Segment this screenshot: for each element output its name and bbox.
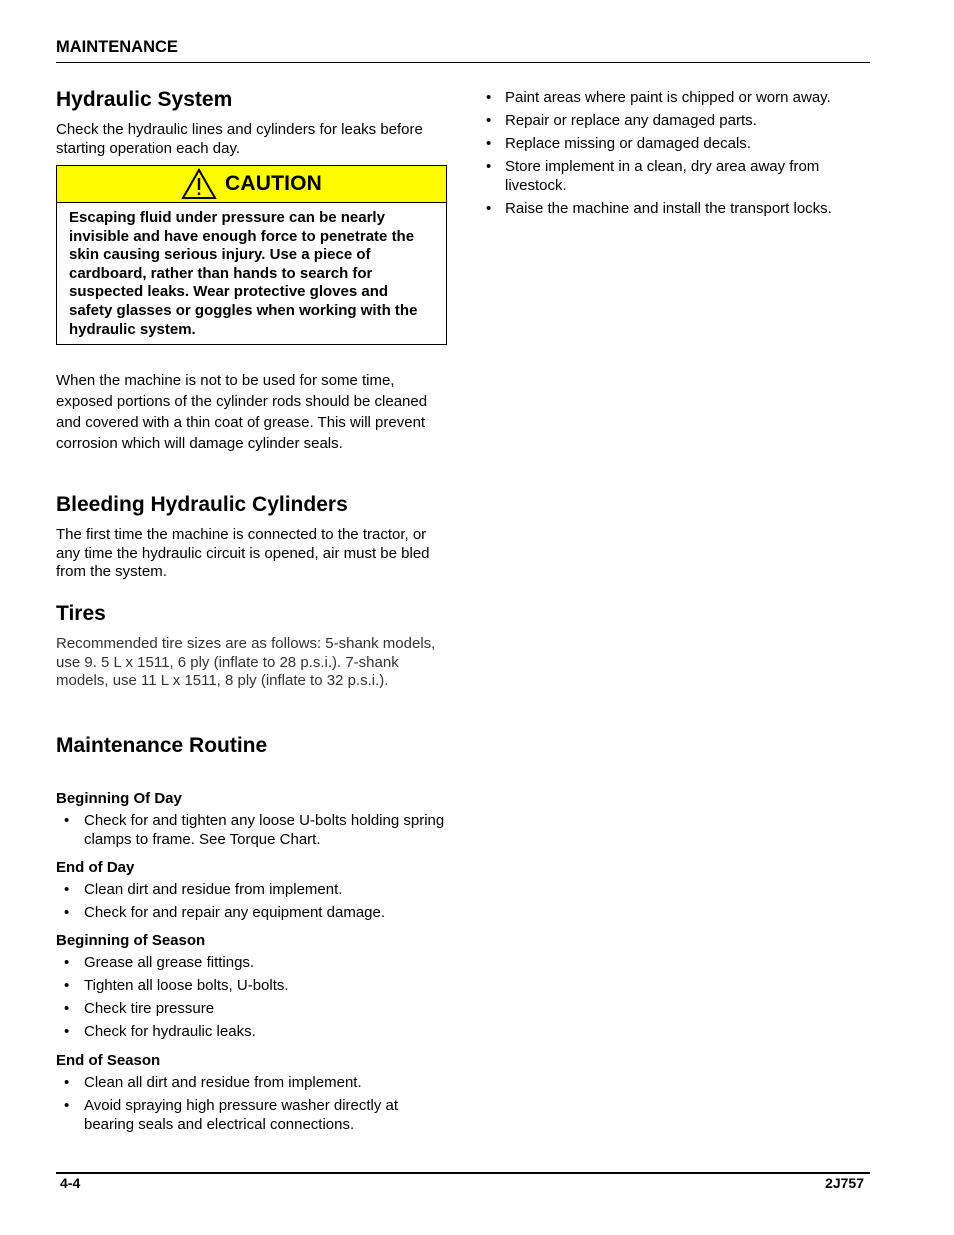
list-item: • Tighten all loose bolts, U-bolts. (56, 977, 448, 996)
document-code: 2J757 (825, 1175, 864, 1191)
list-item: • Check for hydraulic leaks. (56, 1023, 448, 1042)
subheading-beginning-of-season: Beginning of Season (56, 932, 206, 949)
list-item: • Paint areas where paint is chipped or worn away. (486, 89, 870, 108)
list-item: • Check tire pressure (56, 1000, 448, 1019)
list-item: • Grease all grease fittings. (56, 954, 448, 973)
list-item: • Repair or replace any damaged parts. (486, 112, 870, 131)
tires-paragraph: Recommended tire sizes are as follows: 5-shank models, use 9. 5 L x 1511, 6 ply (inflate to 28 p.s.i.). 7-shank models, use 11 L x 1511, 8 ply (inflate to 32 p.s.i.). (56, 635, 436, 689)
caution-box (56, 165, 447, 345)
page-number: 4-4 (60, 1175, 81, 1191)
list-item: • Check for and tighten any loose U-bolts holding spring clamps to frame. See Torque Chart. (56, 812, 448, 849)
caution-label: CAUTION (224, 172, 323, 195)
caution-text: Escaping fluid under pressure can be nearly invisible and have enough force to penetrate the skin causing serious injury. Use a piece of cardboard, rather than hands to search for suspected leaks. Wear protective gloves and safety glasses or goggles when working with the hydraulic system. (69, 209, 418, 338)
list-item: • Raise the machine and install the transport locks. (486, 200, 870, 219)
section-header: MAINTENANCE (56, 38, 178, 56)
hydraulic-intro: Check the hydraulic lines and cylinders for leaks before starting operation each day. (56, 121, 423, 157)
list-item: • Avoid spraying high pressure washer directly at bearing seals and electrical connections. (56, 1097, 448, 1134)
list-item: • Replace missing or damaged decals. (486, 135, 870, 154)
list-item: • Store implement in a clean, dry area away from livestock. (486, 158, 870, 195)
list-item: • Clean all dirt and residue from implement. (56, 1074, 448, 1093)
header-rule (56, 62, 870, 63)
list-beginning-of-season (56, 954, 448, 1046)
subheading-beginning-of-day: Beginning Of Day (56, 790, 182, 807)
subheading-end-of-day: End of Day (56, 859, 135, 876)
maintenance-routine-heading: Maintenance Routine (56, 734, 268, 757)
storage-paragraph: When the machine is not to be used for some time, exposed portions of the cylinder rods should be cleaned and covered with a thin coat of grease. This will prevent corrosion which will damage cylinder seals. (56, 372, 428, 452)
hydraulic-system-heading: Hydraulic System (56, 88, 233, 111)
list-end-of-day (56, 881, 448, 927)
caution-header (57, 166, 446, 203)
list-item: • Clean dirt and residue from implement. (56, 881, 448, 900)
footer-rule (56, 1172, 870, 1174)
list-end-of-season-continued (486, 89, 870, 223)
list-item: • Check for and repair any equipment damage. (56, 904, 448, 923)
bleeding-paragraph: The first time the machine is connected to the tractor, or any time the hydraulic circuit is opened, air must be bled from the system. (56, 526, 430, 580)
list-beginning-of-day (56, 812, 448, 854)
subheading-end-of-season: End of Season (56, 1052, 161, 1069)
list-end-of-season (56, 1074, 448, 1139)
warning-triangle-icon (181, 168, 217, 200)
bleeding-heading: Bleeding Hydraulic Cylinders (56, 493, 348, 516)
tires-heading: Tires (56, 602, 106, 625)
